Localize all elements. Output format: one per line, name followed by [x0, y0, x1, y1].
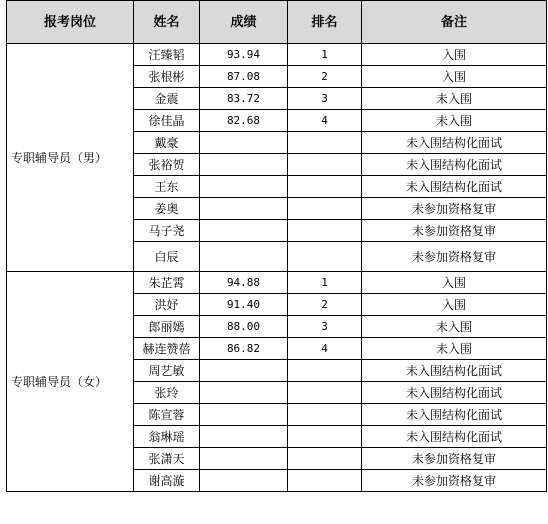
rank-cell: [288, 154, 362, 176]
rank-cell: [288, 382, 362, 404]
results-table: [6, 0, 547, 492]
score-cell: [200, 470, 288, 492]
position-cell: 专职辅导员（男）: [7, 44, 134, 272]
note-cell: 入围: [362, 44, 547, 66]
rank-cell: [288, 448, 362, 470]
note-cell: 入围: [362, 272, 547, 294]
note-cell: 未入围结构化面试: [362, 382, 547, 404]
score-cell: [200, 404, 288, 426]
note-cell: 未参加资格复审: [362, 448, 547, 470]
header-position: 报考岗位: [7, 1, 134, 44]
note-cell: 未参加资格复审: [362, 198, 547, 220]
rank-cell: [288, 176, 362, 198]
rank-cell: [288, 360, 362, 382]
note-cell: 未入围: [362, 338, 547, 360]
name-cell: 洪妤: [134, 294, 200, 316]
note-cell: 未入围: [362, 316, 547, 338]
name-cell: 谢高漩: [134, 470, 200, 492]
name-cell: 张裕贺: [134, 154, 200, 176]
score-cell: 82.68: [200, 110, 288, 132]
rank-cell: 4: [288, 110, 362, 132]
name-cell: 张玲: [134, 382, 200, 404]
header-rank: 排名: [288, 1, 362, 44]
rank-cell: 3: [288, 88, 362, 110]
rank-cell: 1: [288, 44, 362, 66]
score-cell: [200, 426, 288, 448]
note-cell: 未参加资格复审: [362, 242, 547, 272]
rank-cell: 4: [288, 338, 362, 360]
name-cell: 周艺敏: [134, 360, 200, 382]
score-cell: 83.72: [200, 88, 288, 110]
name-cell: 白辰: [134, 242, 200, 272]
score-cell: [200, 154, 288, 176]
note-cell: 未入围结构化面试: [362, 426, 547, 448]
name-cell: 姜奥: [134, 198, 200, 220]
note-cell: 未参加资格复审: [362, 220, 547, 242]
name-cell: 徐佳晶: [134, 110, 200, 132]
rank-cell: [288, 470, 362, 492]
name-cell: 陈宣蓉: [134, 404, 200, 426]
score-cell: [200, 360, 288, 382]
score-cell: [200, 382, 288, 404]
score-cell: [200, 242, 288, 272]
results-sheet: [6, 0, 547, 492]
name-cell: 郎丽嫣: [134, 316, 200, 338]
note-cell: 入围: [362, 66, 547, 88]
rank-cell: 1: [288, 272, 362, 294]
score-cell: [200, 448, 288, 470]
note-cell: 未入围: [362, 88, 547, 110]
note-cell: 未入围结构化面试: [362, 176, 547, 198]
name-cell: 金震: [134, 88, 200, 110]
note-cell: 未入围结构化面试: [362, 154, 547, 176]
name-cell: 马子尧: [134, 220, 200, 242]
header-note: 备注: [362, 1, 547, 44]
name-cell: 朱芷霄: [134, 272, 200, 294]
rank-cell: [288, 242, 362, 272]
name-cell: 戴豪: [134, 132, 200, 154]
score-cell: 86.82: [200, 338, 288, 360]
score-cell: 94.88: [200, 272, 288, 294]
note-cell: 未入围结构化面试: [362, 404, 547, 426]
name-cell: 张潇天: [134, 448, 200, 470]
score-cell: 88.00: [200, 316, 288, 338]
rank-cell: [288, 198, 362, 220]
score-cell: [200, 198, 288, 220]
name-cell: 赫连赞蓓: [134, 338, 200, 360]
note-cell: 未入围结构化面试: [362, 132, 547, 154]
header-row: [7, 1, 547, 44]
score-cell: [200, 220, 288, 242]
note-cell: 入围: [362, 294, 547, 316]
score-cell: 91.40: [200, 294, 288, 316]
rank-cell: [288, 132, 362, 154]
score-cell: 87.08: [200, 66, 288, 88]
note-cell: 未入围: [362, 110, 547, 132]
rank-cell: 2: [288, 294, 362, 316]
rank-cell: [288, 426, 362, 448]
note-cell: 未参加资格复审: [362, 470, 547, 492]
header-name: 姓名: [134, 1, 200, 44]
header-score: 成绩: [200, 1, 288, 44]
table-row: [7, 272, 547, 294]
position-cell: 专职辅导员（女）: [7, 272, 134, 492]
rank-cell: [288, 404, 362, 426]
rank-cell: 2: [288, 66, 362, 88]
name-cell: 汪臻韬: [134, 44, 200, 66]
score-cell: [200, 176, 288, 198]
score-cell: [200, 132, 288, 154]
rank-cell: [288, 220, 362, 242]
rank-cell: 3: [288, 316, 362, 338]
score-cell: 93.94: [200, 44, 288, 66]
table-row: [7, 44, 547, 66]
name-cell: 王东: [134, 176, 200, 198]
note-cell: 未入围结构化面试: [362, 360, 547, 382]
name-cell: 翁琳瑶: [134, 426, 200, 448]
name-cell: 张根彬: [134, 66, 200, 88]
